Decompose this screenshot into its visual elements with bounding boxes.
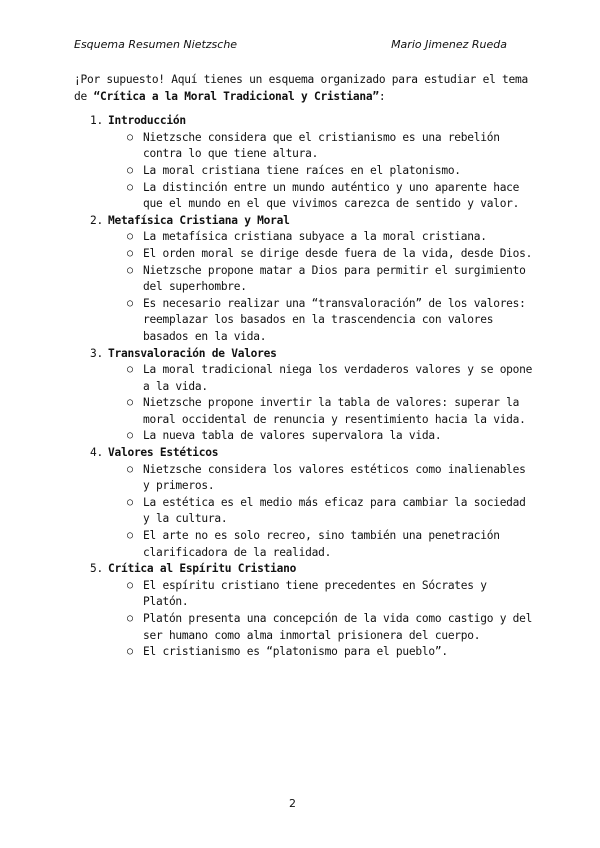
outline-section (74, 213, 534, 346)
circle-bullet-icon: ○ (127, 297, 133, 309)
list-item: ○ Platón presenta una concepción de la vida como castigo y del ser humano como alma inmortal prisionera del cuerpo. (127, 612, 533, 642)
list-item: ○ Nietzsche propone matar a Dios para permitir el surgimiento del superhombre. (127, 263, 526, 294)
section-points (74, 362, 534, 445)
circle-bullet-icon: ○ (127, 463, 133, 475)
section-number: 2. (90, 213, 103, 227)
list-item: ○ El arte no es solo recreo, sino también una penetración clarificadora de la realidad. (127, 529, 500, 559)
section-title: Transvaloración de Valores (108, 346, 277, 360)
section-title: Valores Estéticos (108, 446, 219, 460)
circle-bullet-icon: ○ (127, 181, 133, 193)
circle-bullet-icon: ○ (127, 364, 133, 376)
list-item: ○ La moral cristiana tiene raíces en el platonismo. (74, 163, 534, 180)
list-item: ○ El espíritu cristiano tiene precedentes en Sócrates y Platón. (127, 578, 487, 609)
list-item: ○ La estética es el medio más eficaz para cambiar la sociedad y la cultura. (127, 495, 526, 526)
section-title: Introducción (108, 114, 186, 128)
circle-bullet-icon: ○ (127, 164, 133, 176)
outline-section (74, 113, 534, 213)
circle-bullet-icon: ○ (127, 646, 133, 658)
document-body (74, 72, 534, 661)
list-item: ○ La nueva tabla de valores supervalora la vida. (74, 428, 534, 445)
section-points (74, 229, 534, 345)
outline-section (74, 561, 534, 661)
outline-section (74, 346, 534, 446)
list-item: ○ La moral tradicional niega los verdaderos valores y se opone a la vida. (127, 363, 533, 393)
intro-colon: : (378, 89, 386, 103)
outline-section (74, 445, 534, 561)
section-number: 1. (90, 114, 103, 128)
page-header (74, 38, 507, 51)
section-number: 4. (90, 446, 103, 460)
circle-bullet-icon: ○ (127, 264, 133, 276)
circle-bullet-icon: ○ (127, 247, 133, 259)
section-points (74, 578, 534, 661)
list-item: ○ El cristianismo es “platonismo para el pueblo”. (74, 644, 534, 661)
list-item: ○ El orden moral se dirige desde fuera de la vida, desde Dios. (74, 246, 534, 263)
intro-text: ¡Por supuesto! Aquí tienes un esquema organizado para estudiar el tema de (74, 73, 528, 103)
circle-bullet-icon: ○ (127, 397, 133, 409)
section-title: Crítica al Espíritu Cristiano (108, 562, 297, 576)
section-title: Metafísica Cristiana y Moral (108, 213, 290, 227)
circle-bullet-icon: ○ (127, 613, 133, 624)
list-item: ○ Nietzsche considera los valores estéticos como inalienables y primeros. (127, 462, 526, 493)
circle-bullet-icon: ○ (127, 496, 133, 508)
section-number: 3. (90, 346, 103, 360)
header-left-title: Esquema Resumen Nietzsche (74, 38, 238, 51)
circle-bullet-icon: ○ (127, 131, 133, 143)
intro-paragraph (74, 72, 534, 105)
intro-topic: “Crítica a la Moral Tradicional y Cristiana” (93, 89, 379, 103)
circle-bullet-icon: ○ (127, 579, 133, 591)
page-number: 2 (289, 797, 296, 810)
list-item: ○ Es necesario realizar una “transvaloración” de los valores: reemplazar los basados en la trascendencia con valores basados en la vida. (127, 296, 526, 343)
circle-bullet-icon: ○ (127, 530, 133, 542)
list-item: ○ Nietzsche considera que el cristianismo es una rebelión contra lo que tiene altura. (127, 130, 500, 161)
list-item: ○ La metafísica cristiana subyace a la moral cristiana. (74, 229, 534, 246)
section-points (74, 462, 534, 562)
section-number: 5. (90, 562, 103, 576)
outline-list (74, 113, 534, 661)
list-item: ○ Nietzsche propone invertir la tabla de valores: superar la moral occidental de renuncia y resentimiento hacia la vida. (127, 396, 526, 426)
circle-bullet-icon: ○ (127, 231, 133, 243)
header-right-author: Mario Jimenez Rueda (391, 38, 507, 51)
list-item: ○ La distinción entre un mundo auténtico y uno aparente hace que el mundo en el que vivimos carezca de sentido y valor. (127, 180, 520, 211)
section-points (74, 130, 534, 213)
circle-bullet-icon: ○ (127, 430, 133, 442)
